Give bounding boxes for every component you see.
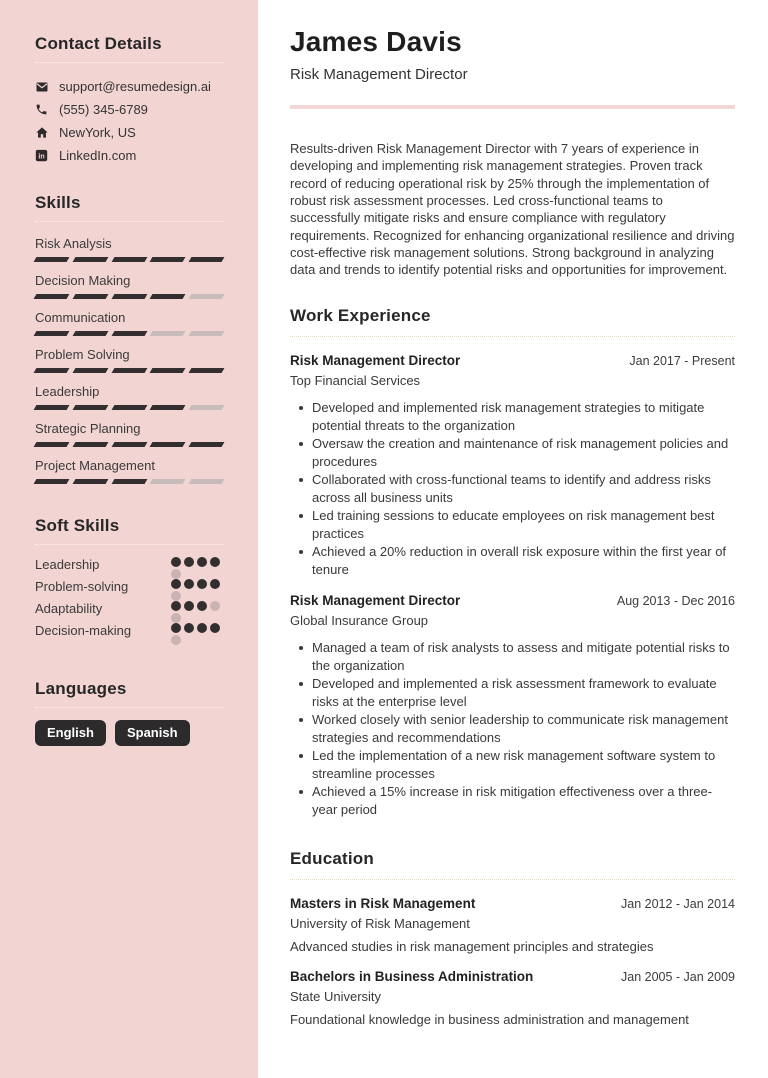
skill-bar-segment bbox=[111, 257, 147, 262]
soft-skill-item bbox=[35, 623, 223, 645]
contact-item bbox=[35, 98, 223, 121]
skill-bar-segment bbox=[72, 368, 108, 373]
job-list bbox=[290, 352, 735, 819]
linkedin-icon bbox=[35, 149, 49, 162]
rating-dot bbox=[197, 557, 207, 567]
degree-name: Masters in Risk Management bbox=[290, 895, 476, 911]
skill-bar-segment bbox=[150, 294, 186, 299]
job-entry-header bbox=[290, 352, 735, 369]
education-entry bbox=[290, 895, 735, 955]
skill-bar-segment bbox=[189, 405, 225, 410]
school-name: University of Risk Management bbox=[290, 915, 470, 931]
skill-bar-segment bbox=[189, 368, 225, 373]
language-badge: English bbox=[35, 720, 106, 746]
education-list bbox=[290, 895, 735, 1028]
rating-dot bbox=[171, 613, 181, 623]
sidebar bbox=[0, 0, 258, 1078]
skill-bar-segment bbox=[72, 442, 108, 447]
skills-section bbox=[35, 193, 223, 484]
contact-item-text: (555) 345-6789 bbox=[59, 102, 148, 117]
rating-dot bbox=[184, 601, 194, 611]
skill-item bbox=[35, 271, 223, 299]
job-entry bbox=[290, 352, 735, 579]
job-dates: Jan 2017 - Present bbox=[629, 353, 735, 368]
skill-bar-segment bbox=[150, 368, 186, 373]
soft-skill-item bbox=[35, 579, 223, 601]
languages-heading: Languages bbox=[35, 679, 223, 708]
education-section bbox=[290, 849, 735, 1028]
rating-dot bbox=[171, 623, 181, 633]
job-bullet: Oversaw the creation and maintenance of risk management policies and procedures bbox=[290, 435, 735, 471]
skill-item bbox=[35, 308, 223, 336]
skill-bar bbox=[35, 442, 223, 447]
email-icon bbox=[35, 81, 49, 93]
contact-item-text: LinkedIn.com bbox=[59, 148, 137, 163]
rating-dot bbox=[197, 579, 207, 589]
skill-name: Risk Analysis bbox=[35, 236, 112, 251]
education-entry bbox=[290, 968, 735, 1028]
skill-name: Communication bbox=[35, 310, 126, 325]
skill-name: Problem Solving bbox=[35, 347, 130, 362]
job-bullet: Collaborated with cross-functional teams to identify and address risks across all business units bbox=[290, 471, 735, 507]
soft-skill-name: Adaptability bbox=[35, 601, 103, 616]
job-bullet: Achieved a 20% reduction in overall risk exposure within the first year of tenure bbox=[290, 543, 735, 579]
contact-item bbox=[35, 75, 223, 98]
languages-section bbox=[35, 679, 223, 746]
job-company: Global Insurance Group bbox=[290, 612, 429, 628]
job-bullet: Led the implementation of a new risk management software system to streamline processes bbox=[290, 747, 735, 783]
rating-dot bbox=[171, 579, 181, 589]
soft-skill-name: Decision-making bbox=[35, 623, 132, 638]
soft-skills-section bbox=[35, 516, 223, 645]
skill-bar-segment bbox=[189, 294, 225, 299]
skill-bar-segment bbox=[34, 405, 70, 410]
skill-bar-segment bbox=[150, 257, 186, 262]
contact-item-text: NewYork, US bbox=[59, 125, 136, 140]
soft-skill-dots bbox=[171, 601, 223, 623]
language-badges bbox=[35, 720, 223, 746]
job-bullet: Developed and implemented a risk assessment framework to evaluate risks at the enterprise level bbox=[290, 675, 735, 711]
job-bullet: Led training sessions to educate employees on risk management best practices bbox=[290, 507, 735, 543]
skill-bar-segment bbox=[189, 257, 225, 262]
soft-skill-name: Problem-solving bbox=[35, 579, 129, 594]
home-icon bbox=[35, 126, 49, 139]
language-badge: Spanish bbox=[115, 720, 190, 746]
skill-bar bbox=[35, 405, 223, 410]
education-entry-header bbox=[290, 895, 735, 912]
rating-dot bbox=[171, 591, 181, 601]
skill-bar-segment bbox=[111, 479, 147, 484]
skill-bar-segment bbox=[111, 294, 147, 299]
skill-bar-segment bbox=[34, 257, 70, 262]
skills-list bbox=[35, 234, 223, 484]
skill-bar-segment bbox=[150, 405, 186, 410]
skill-bar-segment bbox=[34, 368, 70, 373]
soft-skills-list bbox=[35, 557, 223, 645]
rating-dot bbox=[171, 601, 181, 611]
skill-name: Decision Making bbox=[35, 273, 131, 288]
candidate-title: Risk Management Director bbox=[290, 66, 468, 84]
education-dates: Jan 2012 - Jan 2014 bbox=[621, 896, 735, 911]
skill-item bbox=[35, 419, 223, 447]
skill-bar-segment bbox=[189, 479, 225, 484]
soft-skill-item bbox=[35, 557, 223, 579]
skill-bar bbox=[35, 479, 223, 484]
skill-bar-segment bbox=[150, 479, 186, 484]
skills-heading: Skills bbox=[35, 193, 223, 222]
header-divider bbox=[290, 105, 735, 109]
soft-skill-dots bbox=[171, 579, 223, 601]
skill-bar bbox=[35, 368, 223, 373]
job-title-text: Risk Management Director bbox=[290, 352, 461, 368]
rating-dot bbox=[197, 623, 207, 633]
skill-bar-segment bbox=[189, 442, 225, 447]
education-entry-header bbox=[290, 968, 735, 985]
job-title-text: Risk Management Director bbox=[290, 592, 461, 608]
skill-bar-segment bbox=[111, 442, 147, 447]
work-experience-heading: Work Experience bbox=[290, 306, 735, 337]
skill-item bbox=[35, 234, 223, 262]
skill-name: Leadership bbox=[35, 384, 100, 399]
skill-item bbox=[35, 345, 223, 373]
soft-skill-dots bbox=[171, 557, 223, 579]
job-bullet: Managed a team of risk analysts to assess and mitigate potential risks to the organization bbox=[290, 639, 735, 675]
svg-text:in: in bbox=[38, 153, 45, 161]
job-entry-header bbox=[290, 592, 735, 609]
rating-dot bbox=[171, 635, 181, 645]
job-dates: Aug 2013 - Dec 2016 bbox=[616, 593, 735, 608]
contact-heading: Contact Details bbox=[35, 34, 223, 63]
soft-skill-name: Leadership bbox=[35, 557, 100, 572]
rating-dot bbox=[184, 623, 194, 633]
skill-name: Strategic Planning bbox=[35, 421, 141, 436]
skill-bar-segment bbox=[72, 479, 108, 484]
skill-bar-segment bbox=[34, 442, 70, 447]
skill-bar-segment bbox=[34, 294, 70, 299]
skill-bar-segment bbox=[72, 331, 108, 336]
skill-bar-segment bbox=[34, 331, 70, 336]
skill-bar-segment bbox=[72, 257, 108, 262]
main-column bbox=[258, 0, 768, 1078]
skill-bar bbox=[35, 294, 223, 299]
degree-name: Bachelors in Business Administration bbox=[290, 968, 534, 984]
contact-item-text: support@resumedesign.ai bbox=[59, 79, 211, 94]
job-company: Top Financial Services bbox=[290, 372, 421, 388]
skill-bar bbox=[35, 331, 223, 336]
rating-dot bbox=[171, 557, 181, 567]
school-name: State University bbox=[290, 988, 382, 1004]
soft-skill-item bbox=[35, 601, 223, 623]
rating-dot bbox=[210, 623, 220, 633]
skill-bar-segment bbox=[150, 331, 186, 336]
summary-paragraph: Results-driven Risk Management Director with 7 years of experience in developing and implementing risk management strategies. Proven track record of reducing operational risk by 25% through the implementation of robust risk assessment processes. Led cross-functional teams to successfully mitigate risks and ensure compliance with regulatory requirements. Recognized for enhancing organizational resilience and driving cost-effective risk management solutions. Strong background in analyzing data and trends to identify potential risks and opportunities for improvement. bbox=[290, 141, 735, 278]
rating-dot bbox=[184, 579, 194, 589]
contact-list bbox=[35, 75, 223, 167]
soft-skill-dots bbox=[171, 623, 223, 645]
skill-bar-segment bbox=[111, 405, 147, 410]
skill-bar-segment bbox=[189, 331, 225, 336]
rating-dot bbox=[197, 601, 207, 611]
contact-section bbox=[35, 34, 223, 167]
skill-bar-segment bbox=[72, 405, 108, 410]
job-bullet-list bbox=[290, 639, 735, 819]
job-entry bbox=[290, 592, 735, 819]
education-heading: Education bbox=[290, 849, 735, 880]
job-bullet: Achieved a 15% increase in risk mitigation effectiveness over a three-year period bbox=[290, 783, 735, 819]
skill-item bbox=[35, 382, 223, 410]
phone-icon bbox=[35, 103, 49, 116]
soft-skills-heading: Soft Skills bbox=[35, 516, 223, 545]
contact-item bbox=[35, 144, 223, 167]
skill-item bbox=[35, 456, 223, 484]
rating-dot bbox=[210, 579, 220, 589]
job-bullet: Developed and implemented risk management strategies to mitigate potential threats to the organization bbox=[290, 399, 735, 435]
skill-bar bbox=[35, 257, 223, 262]
rating-dot bbox=[210, 601, 220, 611]
work-experience-section bbox=[290, 306, 735, 819]
job-bullet: Worked closely with senior leadership to communicate risk management strategies and recommendations bbox=[290, 711, 735, 747]
education-description: Foundational knowledge in business administration and management bbox=[290, 1011, 689, 1027]
rating-dot bbox=[184, 557, 194, 567]
rating-dot bbox=[171, 569, 181, 579]
skill-bar-segment bbox=[111, 331, 147, 336]
skill-bar-segment bbox=[34, 479, 70, 484]
contact-item bbox=[35, 121, 223, 144]
job-bullet-list bbox=[290, 399, 735, 579]
skill-bar-segment bbox=[150, 442, 186, 447]
skill-name: Project Management bbox=[35, 458, 155, 473]
skill-bar-segment bbox=[72, 294, 108, 299]
skill-bar-segment bbox=[111, 368, 147, 373]
education-description: Advanced studies in risk management principles and strategies bbox=[290, 938, 654, 954]
candidate-name: James Davis bbox=[290, 26, 462, 57]
rating-dot bbox=[210, 557, 220, 567]
education-dates: Jan 2005 - Jan 2009 bbox=[621, 969, 735, 984]
